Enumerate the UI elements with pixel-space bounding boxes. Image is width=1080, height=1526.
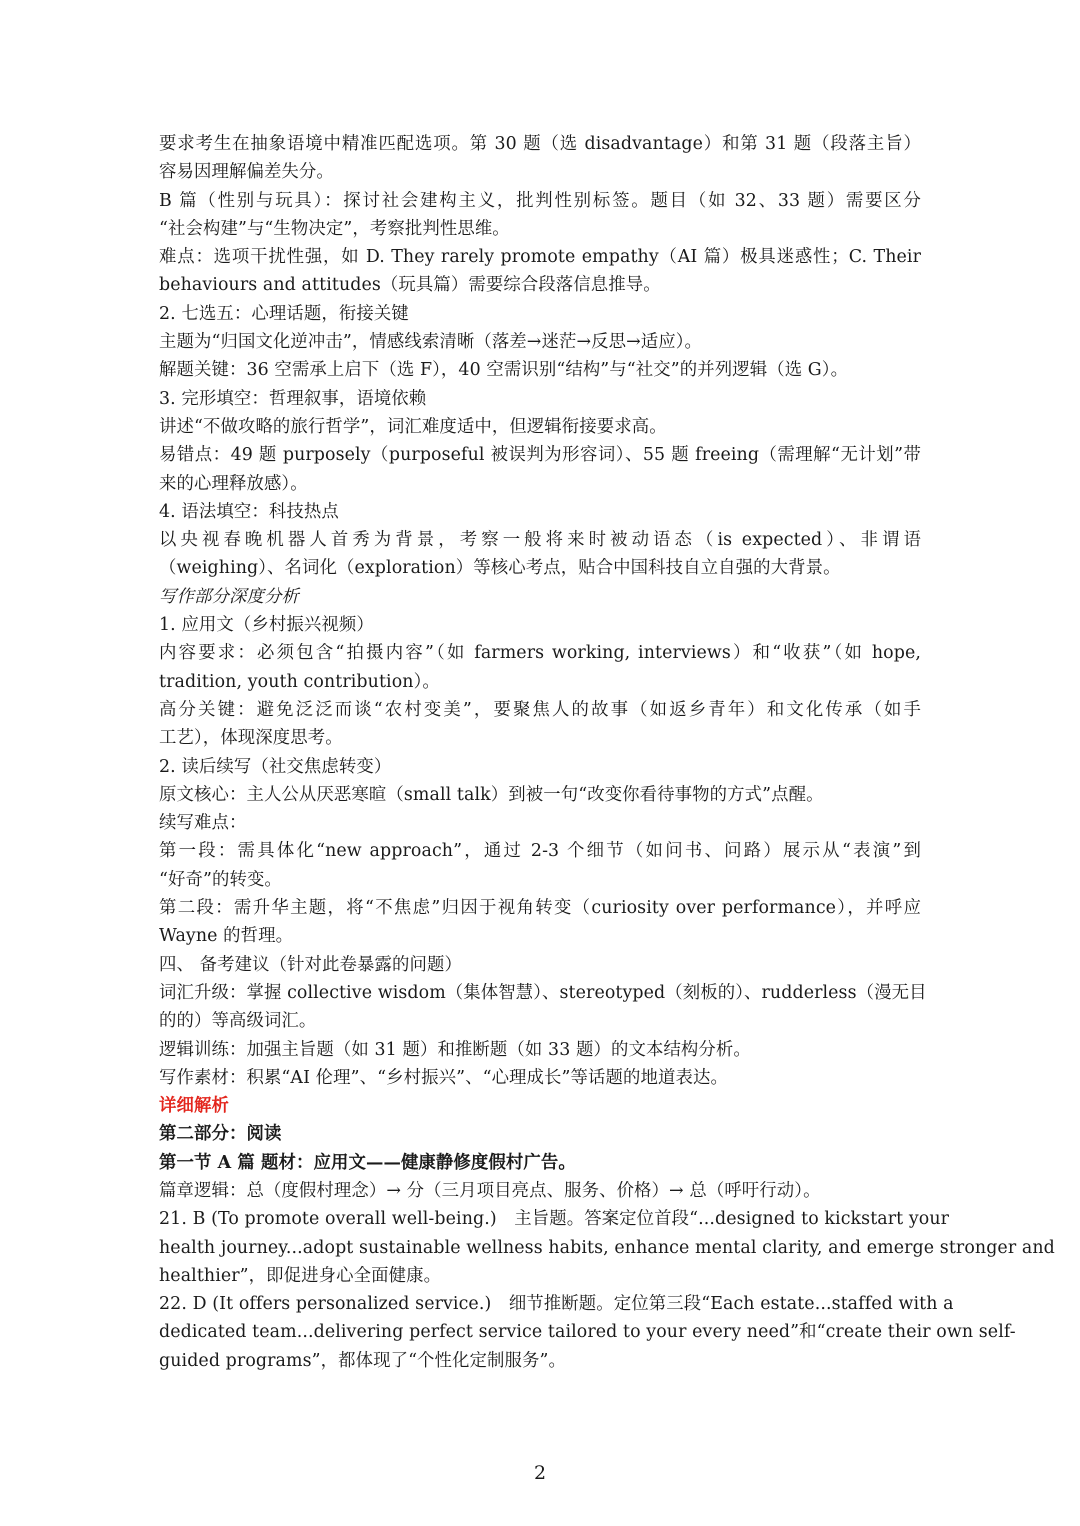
text-line: 词汇升级：掌握 collective wisdom（集体智慧）、stereotyped（刻板的）、rudderless（漫无目	[159, 982, 927, 1003]
text-line: 续写难点：	[159, 813, 247, 834]
text-line: 逻辑训练：加强主旨题（如 31 题）和推断题（如 33 题）的文本结构分析。	[159, 1039, 751, 1060]
text-line: 来的心理释放感）。	[159, 473, 308, 494]
question-22-line: dedicated team...delivering perfect service tailored to your every need”和“create their own self-	[159, 1322, 1016, 1343]
text-line: “好奇”的转变。	[159, 869, 282, 890]
section-heading: 2. 读后续写（社交焦虑转变）	[159, 756, 392, 777]
text-line: 以央视春晚机器人首秀为背景，考察一般将来时被动语态（is expected）、非谓语	[159, 530, 921, 551]
question-22-line: 22. D (It offers personalized service.) 细节推断题。定位第三段“Each estate...staffed with a	[159, 1294, 954, 1315]
text-line: 篇章逻辑：总（度假村理念）→ 分（三月项目亮点、服务、价格）→ 总（呼吁行动）。	[159, 1180, 821, 1201]
section-a-heading: 第一节 A 篇 题材：应用文——健康静修度假村广告。	[159, 1152, 576, 1173]
text-line: 解题关键：36 空需承上启下（选 F），40 空需识别“结构”与“社交”的并列逻辑（选 G）。	[159, 360, 849, 381]
section-heading: 2. 七选五：心理话题，衔接关键	[159, 303, 409, 324]
section-heading: 1. 应用文（乡村振兴视频）	[159, 615, 374, 636]
detailed-analysis-heading: 详细解析	[159, 1096, 229, 1117]
text-line: 第一段：需具体化“new approach”，通过 2-3 个细节（如问书、问路）展示从“表演”到	[159, 841, 921, 862]
document-body	[159, 130, 1055, 1375]
text-line: 写作素材：积累“AI 伦理”、“乡村振兴”、“心理成长”等话题的地道表达。	[159, 1067, 728, 1088]
question-21-line: 21. B (To promote overall well-being.) 主旨题。答案定位首段“...designed to kickstart your	[159, 1209, 950, 1230]
section-heading: 3. 完形填空：哲理叙事，语境依赖	[159, 388, 427, 409]
text-line: （weighing）、名词化（exploration）等核心考点，贴合中国科技自立自强的大背景。	[159, 558, 841, 579]
text-line: 内容要求：必须包含“拍摄内容”（如 farmers working, interviews）和“收获”（如 hope,	[159, 643, 921, 664]
question-22-line: guided programs”，都体现了“个性化定制服务”。	[159, 1350, 566, 1371]
page-number: 2	[533, 1462, 547, 1484]
text-line: B 篇（性别与玩具）：探讨社会建构主义，批判性别标签。题目（如 32、33 题）需要区分	[159, 190, 921, 211]
text-line: “社会构建”与“生物决定”，考察批判性思维。	[159, 218, 510, 239]
italic-section-heading: 写作部分深度分析	[159, 586, 299, 607]
text-line: 易错点：49 题 purposely（purposeful 被误判为形容词）、55 题 freeing（需理解“无计划”带	[159, 445, 921, 466]
section-heading: 4. 语法填空：科技热点	[159, 501, 339, 522]
question-21-line: healthier”，即促进身心全面健康。	[159, 1265, 442, 1286]
text-line: 难点：选项干扰性强，如 D. They rarely promote empathy（AI 篇）极具迷惑性；C. Their	[159, 247, 921, 268]
question-21-line: health journey...adopt sustainable wellness habits, enhance mental clarity, and emerge stronger and	[159, 1237, 1055, 1258]
text-line: tradition, youth contribution）。	[159, 671, 440, 692]
section-heading: 四、 备考建议（针对此卷暴露的问题）	[159, 954, 462, 975]
text-line: 主题为“归国文化逆冲击”，情感线索清晰（落差→迷茫→反思→适应）。	[159, 332, 703, 353]
text-line: 的的）等高级词汇。	[159, 1011, 317, 1032]
part-heading: 第二部分：阅读	[159, 1124, 282, 1145]
text-line: 原文核心：主人公从厌恶寒暄（small talk）到被一句“改变你看待事物的方式”点醒。	[159, 784, 824, 805]
text-line: 工艺），体现深度思考。	[159, 728, 343, 749]
text-line: 第二段：需升华主题，将“不焦虑”归因于视角转变（curiosity over performance），并呼应	[159, 898, 921, 919]
text-line: behaviours and attitudes（玩具篇）需要综合段落信息推导。	[159, 275, 661, 296]
text-line: 高分关键：避免泛泛而谈“农村变美”，要聚焦人的故事（如返乡青年）和文化传承（如手	[159, 699, 921, 720]
text-line: Wayne 的哲理。	[159, 926, 294, 947]
text-line: 容易因理解偏差失分。	[159, 162, 334, 183]
text-line: 要求考生在抽象语境中精准匹配选项。第 30 题（选 disadvantage）和第 31 题（段落主旨）	[159, 134, 921, 154]
text-line: 讲述“不做攻略的旅行哲学”，词汇难度适中，但逻辑衔接要求高。	[159, 416, 667, 437]
